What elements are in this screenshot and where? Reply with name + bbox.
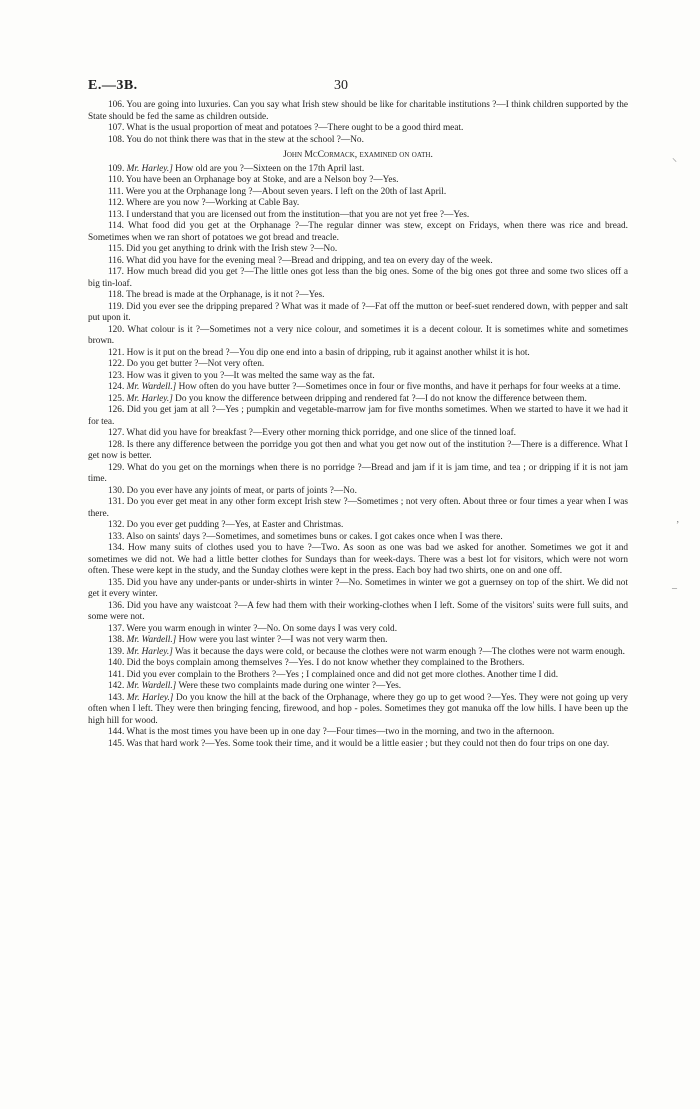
- qa-paragraph: [88, 670, 628, 682]
- qa-paragraph: [88, 290, 628, 302]
- question-number: 109.: [108, 163, 125, 174]
- qa-text: 118. The bread is made at the Orphanage, is it not ?—Yes.: [108, 290, 325, 300]
- testimony-body: [88, 100, 628, 750]
- qa-paragraph: [88, 371, 628, 383]
- qa-text: 114. What food did you get at the Orphanage ?—The regular dinner was stew, except on Fridays, when there was rice and bread. Sometimes when we ran short of potatoes we got bread and treacle.: [88, 221, 628, 243]
- witness-heading: [88, 149, 628, 161]
- qa-text: 119. Did you ever see the dripping prepared ? What was it made of ?—Fat off the mutton or beef-suet rendered down, with pepper and salt put upon it.: [88, 301, 628, 323]
- margin-mark: –: [672, 583, 677, 594]
- qa-paragraph: [88, 267, 628, 290]
- qa-paragraph: [88, 164, 628, 176]
- qa-text: Was it because the days were cold, or because the clothes were not warm enough ?—The clothes were not warm enough.: [175, 646, 625, 657]
- question-number: 143.: [108, 692, 125, 703]
- qa-paragraph: [88, 382, 628, 394]
- examiner-name: Mr. Wardell.]: [126, 382, 177, 392]
- qa-paragraph: [88, 428, 628, 440]
- qa-paragraph: [88, 543, 628, 578]
- heading-text: , examined on oath.: [354, 149, 433, 160]
- qa-paragraph: [88, 578, 628, 601]
- qa-text: 117. How much bread did you get ?—The little ones got less than the big ones. Some of the big ones got three and some two slices off a big tin-loaf.: [88, 267, 628, 289]
- qa-text: 134. How many suits of clothes used you to have ?—Two. As soon as one was bad we asked for another. Sometimes we got it and sometimes we did not. We had a little better clothes for Sundays than for week-days. There was a best lot for visitors, which were not worn often. These were kept in the study, and the Sunday clothes were kept in the press. Each boy had two shirts, one on and one off.: [88, 543, 628, 576]
- qa-paragraph: [88, 359, 628, 371]
- qa-text: 141. Did you ever complain to the Brothers ?—Yes ; I complained once and did not get more clothes. Another time I did.: [108, 669, 559, 680]
- qa-text: How often do you have butter ?—Sometimes once in four or five months, and have it perhaps for four weeks at a time.: [178, 382, 621, 392]
- examiner-name: Mr. Wardell.]: [126, 681, 177, 691]
- qa-paragraph: [88, 394, 628, 406]
- qa-text: 115. Did you get anything to drink with the Irish stew ?—No.: [108, 244, 338, 254]
- page-number: 30: [334, 78, 348, 93]
- examiner-name: Mr. Wardell.]: [126, 635, 177, 645]
- qa-paragraph: [88, 210, 628, 222]
- witness-name: John McCormack: [283, 149, 355, 160]
- qa-text: 127. What did you have for breakfast ?—Every other morning thick porridge, and one slice of the tinned loaf.: [108, 428, 516, 438]
- qa-text: 126. Did you get jam at all ?—Yes ; pumpkin and vegetable-marrow jam for five months sometimes. When we started to have it we had it for tea.: [88, 405, 628, 427]
- qa-text: 137. Were you warm enough in winter ?—No. On some days I was very cold.: [108, 623, 398, 634]
- qa-text: Do you know the difference between dripping and rendered fat ?—I do not know the difference between them.: [175, 393, 587, 404]
- qa-paragraph: [88, 486, 628, 498]
- question-number: 124.: [108, 382, 125, 392]
- qa-text: 111. Were you at the Orphanage long ?—About seven years. I left on the 20th of last April.: [108, 186, 447, 197]
- qa-text: Were these two complaints made during one winter ?—Yes.: [178, 681, 402, 691]
- qa-paragraph: [88, 348, 628, 360]
- examiner-name: Mr. Harley.]: [126, 692, 174, 703]
- qa-text: 133. Also on saints' days ?—Sometimes, and sometimes buns or cakes. I got cakes once when I was there.: [108, 531, 503, 542]
- qa-paragraph: [88, 440, 628, 463]
- examiner-name: Mr. Harley.]: [126, 163, 173, 174]
- qa-paragraph: [88, 681, 628, 693]
- qa-paragraph: [88, 123, 628, 135]
- qa-text: 121. How is it put on the bread ?—You dip one end into a basin of dripping, rub it against another whilst it is hot.: [108, 347, 530, 358]
- qa-paragraph: [88, 325, 628, 348]
- qa-text: 129. What do you get on the mornings when there is no porridge ?—Bread and jam if it is jam time, and tea ; or dripping if it is not jam time.: [88, 462, 628, 484]
- question-number: 125.: [108, 393, 125, 404]
- margin-mark: ⸜: [672, 153, 677, 164]
- qa-paragraph: [88, 693, 628, 728]
- qa-text: 110. You have been an Orphanage boy at Stoke, and are a Nelson boy ?—Yes.: [108, 175, 399, 185]
- examiner-name: Mr. Harley.]: [126, 646, 173, 657]
- qa-paragraph: [88, 302, 628, 325]
- question-number: 139.: [108, 646, 125, 657]
- qa-paragraph: [88, 135, 628, 147]
- qa-paragraph: [88, 175, 628, 187]
- qa-text: 135. Did you have any under-pants or under-shirts in winter ?—No. Sometimes in winter we got a guernsey on top of the shirt. We did not get it every winter.: [88, 577, 628, 599]
- qa-paragraph: [88, 532, 628, 544]
- qa-text: How were you last winter ?—I was not very warm then.: [178, 635, 388, 645]
- qa-paragraph: [88, 647, 628, 659]
- qa-text: 113. I understand that you are licensed out from the institution—that you are not yet free ?—Yes.: [108, 209, 470, 220]
- qa-text: 116. What did you have for the evening meal ?—Bread and dripping, and tea on every day of the week.: [108, 255, 493, 266]
- qa-paragraph: [88, 198, 628, 210]
- qa-text: 136. Did you have any waistcoat ?—A few had them with their working-clothes when I left. Some of the visitors' suits were full suits, and some were not.: [88, 600, 628, 622]
- qa-text: 120. What colour is it ?—Sometimes not a very nice colour, and sometimes it is a decent colour. It is sometimes white and sometimes brown.: [88, 324, 628, 346]
- qa-paragraph: [88, 463, 628, 486]
- qa-text: 132. Do you ever get pudding ?—Yes, at Easter and Christmas.: [108, 520, 344, 530]
- qa-paragraph: [88, 658, 628, 670]
- question-number: 138.: [108, 635, 125, 645]
- qa-paragraph: [88, 100, 628, 123]
- qa-paragraph: [88, 405, 628, 428]
- qa-text: 128. Is there any difference between the porridge you got then and what you get now out of the institution ?—There is a difference. What I get now is better.: [88, 439, 628, 461]
- qa-text: 145. Was that hard work ?—Yes. Some took their time, and it would be a little easier ; but they could not then do four trips on one day.: [108, 738, 610, 749]
- margin-mark: ʼ: [676, 520, 680, 531]
- question-number: 142.: [108, 681, 125, 691]
- qa-paragraph: [88, 187, 628, 199]
- qa-text: 106. You are going into luxuries. Can you say what Irish stew should be like for charitable institutions ?—I think children supported by the State should be fed the same as children outside.: [88, 100, 628, 122]
- qa-paragraph: [88, 601, 628, 624]
- qa-paragraph: [88, 624, 628, 636]
- qa-paragraph: [88, 497, 628, 520]
- qa-text: Do you know the hill at the back of the Orphanage, where they go up to get wood ?—Yes. They were not going up very often when I left. They were then bringing fencing, firewood, and hop - poles. Sometimes they got manuka off the low hills. I have been up the high hill for wood.: [88, 692, 628, 726]
- document-id: E.—3B.: [88, 78, 138, 93]
- examiner-name: Mr. Harley.]: [126, 393, 173, 404]
- qa-text: 108. You do not think there was that in the stew at the school ?—No.: [108, 134, 364, 145]
- qa-text: 123. How was it given to you ?—It was melted the same way as the fat.: [108, 370, 375, 381]
- qa-text: 112. Where are you now ?—Working at Cable Bay.: [108, 198, 300, 208]
- qa-paragraph: [88, 635, 628, 647]
- qa-text: 107. What is the usual proportion of meat and potatoes ?—There ought to be a good third meat.: [108, 123, 464, 133]
- page-header: [88, 78, 628, 100]
- qa-paragraph: [88, 739, 628, 751]
- qa-text: How old are you ?—Sixteen on the 17th April last.: [175, 163, 365, 174]
- qa-paragraph: [88, 727, 628, 739]
- qa-text: 130. Do you ever have any joints of meat, or parts of joints ?—No.: [108, 485, 357, 496]
- qa-paragraph: [88, 520, 628, 532]
- document-page: [88, 78, 628, 750]
- qa-paragraph: [88, 256, 628, 268]
- qa-text: 144. What is the most times you have been up in one day ?—Four times—two in the morning, and two in the afternoon.: [108, 727, 555, 737]
- qa-paragraph: [88, 244, 628, 256]
- qa-paragraph: [88, 221, 628, 244]
- qa-text: 140. Did the boys complain among themselves ?—Yes. I do not know whether they complained to the Brothers.: [108, 658, 525, 668]
- qa-text: 122. Do you get butter ?—Not very often.: [108, 359, 265, 369]
- qa-text: 131. Do you ever get meat in any other form except Irish stew ?—Sometimes ; not very often. About three or four times a year when I was there.: [88, 497, 628, 519]
